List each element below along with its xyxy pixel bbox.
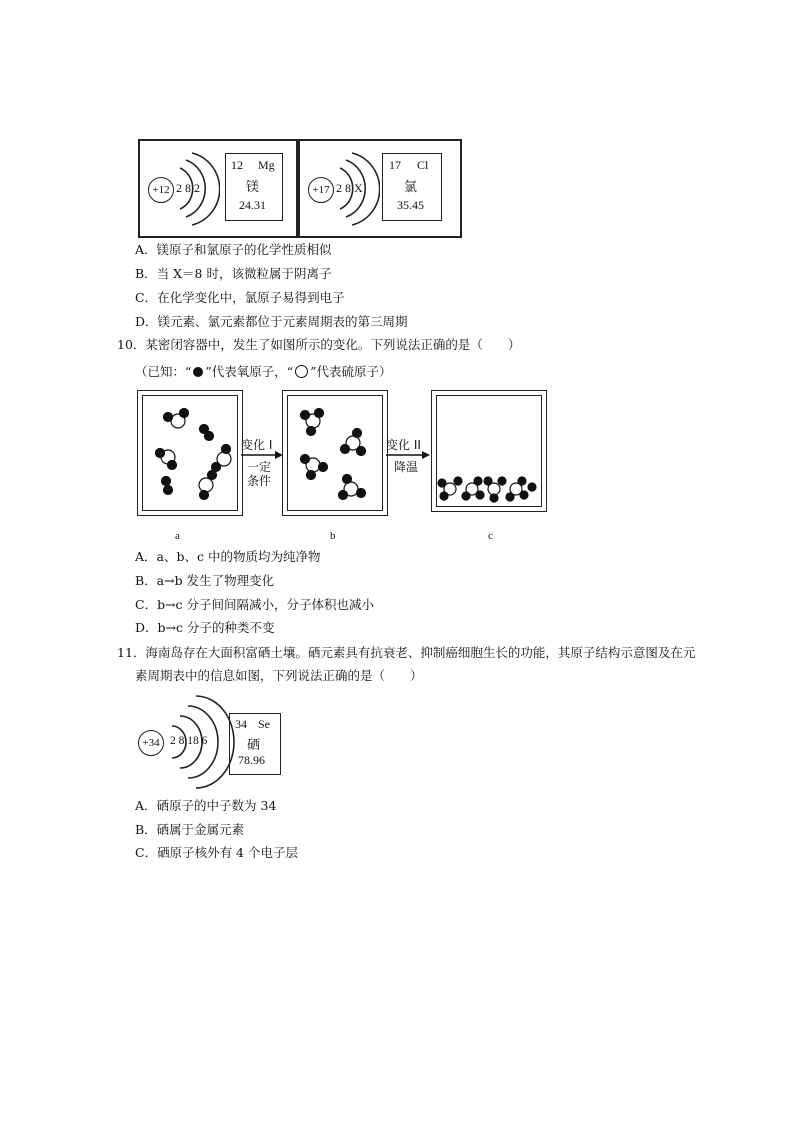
q11-stem-line2: 素周期表中的信息如图，下列说法正确的是（ ） xyxy=(135,668,423,683)
arrow2-label-top: 变化 II xyxy=(386,438,421,452)
se-element-cell xyxy=(229,713,281,775)
container-b-molecules xyxy=(283,391,387,515)
arrow1-label-bottom: 条件 xyxy=(247,474,272,488)
mg-atomic-number: 12 xyxy=(231,158,243,172)
reaction-arrow-2 xyxy=(386,436,430,476)
q10-legend-part1: （已知：“ xyxy=(135,364,192,379)
cl-symbol: Cl xyxy=(417,158,429,172)
mg-element-cell xyxy=(225,153,283,221)
se-symbol: Se xyxy=(258,717,270,731)
sulfur-atom-icon xyxy=(295,365,308,378)
container-b xyxy=(282,390,388,516)
mg-figure-box xyxy=(138,139,298,238)
arrow1-label-top: 变化 I xyxy=(241,438,273,452)
q10-option-a: A．a、b、c 中的物质均为纯净物 xyxy=(135,549,321,564)
cl-atomic-mass: 35.45 xyxy=(397,198,424,212)
reaction-arrow-1 xyxy=(241,436,281,486)
q10-option-c: C．b→c 分子间间隔减小，分子体积也减小 xyxy=(135,597,375,612)
arrow1-label-mid: 一定 xyxy=(247,460,272,474)
q10-legend-part3: ”代表硫原子） xyxy=(310,364,392,379)
q9-option-b: B．当 X＝8 时，该微粒属于阴离子 xyxy=(135,266,332,281)
q10-legend-part2: ”代表氧原子，“ xyxy=(205,364,294,379)
q10-stem: 10．某密闭容器中，发生了如图所示的变化。下列说法正确的是（ ） xyxy=(117,337,521,352)
mg-shell-electrons: 2 8 2 xyxy=(176,181,200,195)
cl-shell-electrons: 2 8 X xyxy=(336,181,363,195)
q10-option-b: B．a→b 发生了物理变化 xyxy=(135,573,275,588)
container-c-label: c xyxy=(488,530,493,542)
se-shell-electrons: 2 8 18 6 xyxy=(170,735,208,747)
q11-option-b: B．硒属于金属元素 xyxy=(135,822,245,837)
arrow2-label-bottom: 降温 xyxy=(394,460,419,474)
se-atom-structure xyxy=(136,690,236,786)
oxygen-atom-icon xyxy=(193,367,203,377)
cl-nucleus: +17 xyxy=(308,177,334,203)
se-atomic-mass: 78.96 xyxy=(238,753,265,767)
container-c xyxy=(431,390,547,512)
container-b-label: b xyxy=(330,530,336,542)
cl-figure-box xyxy=(298,139,462,238)
mg-atomic-mass: 24.31 xyxy=(239,198,266,212)
q10-option-d: D．b→c 分子的种类不变 xyxy=(135,620,275,635)
q10-legend xyxy=(135,364,392,380)
mg-symbol: Mg xyxy=(258,158,275,172)
container-a-label: a xyxy=(175,530,180,542)
cl-name: 氯 xyxy=(404,179,418,194)
q9-option-d: D．镁元素、氯元素都位于元素周期表的第三周期 xyxy=(135,314,408,329)
container-c-molecules xyxy=(432,391,546,511)
container-a-molecules xyxy=(138,391,242,515)
cl-element-cell xyxy=(382,153,442,221)
se-name: 硒 xyxy=(247,737,261,752)
container-a xyxy=(137,390,243,516)
mg-name: 镁 xyxy=(246,179,260,194)
q11-option-a: A．硒原子的中子数为 34 xyxy=(135,798,277,813)
q11-stem-line1: 11．海南岛存在大面积富硒土壤。硒元素具有抗衰老、抑制癌细胞生长的功能，其原子结构示意图及在元 xyxy=(117,645,696,660)
mg-nucleus: +12 xyxy=(148,177,174,203)
se-atomic-number: 34 xyxy=(235,717,247,731)
q11-option-c: C．硒原子核外有 4 个电子层 xyxy=(135,845,298,860)
q9-option-c: C．在化学变化中，氯原子易得到电子 xyxy=(135,290,345,305)
q9-option-a: A．镁原子和氯原子的化学性质相似 xyxy=(135,242,332,257)
se-nucleus: +34 xyxy=(138,730,164,756)
cl-atomic-number: 17 xyxy=(389,158,401,172)
